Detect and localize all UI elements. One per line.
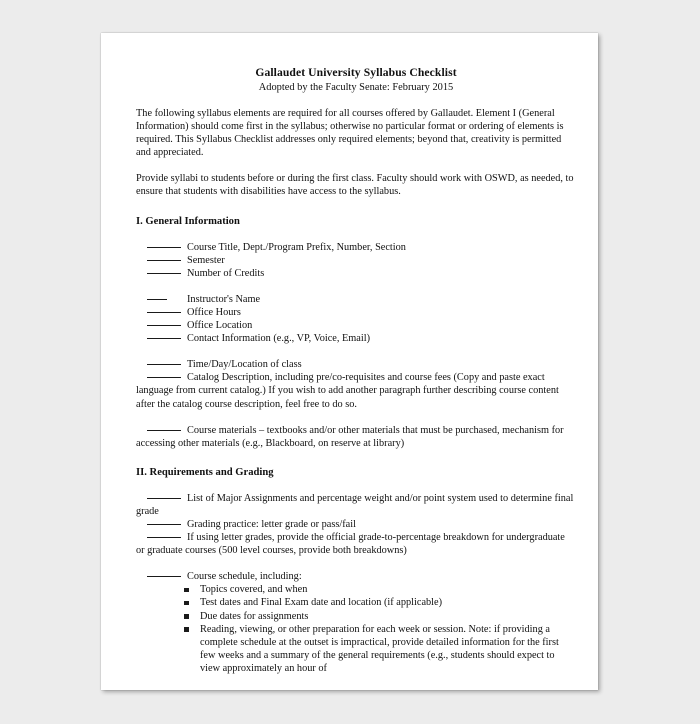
checklist-group	[136, 293, 576, 345]
checklist-item[interactable]	[136, 371, 576, 410]
square-bullet-icon	[184, 627, 189, 632]
checklist-item[interactable]	[136, 254, 576, 267]
checklist-item[interactable]	[136, 306, 576, 319]
checkbox-blank-line[interactable]	[147, 260, 181, 261]
checkbox-blank-line[interactable]	[147, 498, 181, 499]
bullet-list-item	[136, 583, 576, 596]
checklist-item[interactable]	[136, 241, 576, 254]
checklist-group	[136, 358, 576, 410]
checklist-item[interactable]	[136, 358, 576, 371]
checklist-item[interactable]	[136, 293, 576, 306]
checklist-group	[136, 241, 576, 280]
checkbox-blank-line[interactable]	[147, 325, 181, 326]
checklist-item-label: Course schedule, including:	[187, 571, 302, 583]
document-body	[136, 33, 576, 675]
checkbox-blank-line[interactable]	[147, 576, 181, 577]
checklist-item[interactable]	[136, 424, 576, 450]
checklist-group	[136, 492, 576, 557]
checklist-item-label: Time/Day/Location of class	[187, 359, 302, 371]
checkbox-blank-line[interactable]	[147, 247, 181, 248]
checklist-item-label: Course Title, Dept./Program Prefix, Number, Section	[187, 241, 406, 253]
section-heading: I. General Information	[136, 215, 240, 227]
section-heading: II. Requirements and Grading	[136, 466, 274, 478]
checklist-group	[136, 570, 576, 583]
checkbox-blank-line[interactable]	[147, 364, 181, 365]
bullet-item-label: Due dates for assignments	[200, 610, 309, 622]
square-bullet-icon	[184, 588, 189, 593]
checklist-item[interactable]	[136, 267, 576, 280]
bullet-list-item	[136, 623, 576, 675]
checklist-item-label: List of Major Assignments and percentage weight and/or point system used to determine final grade	[136, 492, 574, 517]
checklist-item-label: If using letter grades, provide the official grade-to-percentage breakdown for undergraduate or graduate courses (500 level courses, provide both breakdowns)	[136, 532, 565, 557]
checklist-item-label: Catalog Description, including pre/co-requisites and course fees (Copy and paste exact language from current catalog.) If you wish to add another paragraph further describing course content after the catalog course description, feel free to do so.	[136, 372, 559, 410]
checklist-item-label: Course materials – textbooks and/or other materials that must be purchased, mechanism for accessing other materials (e.g., Blackboard, on reserve at library)	[136, 424, 564, 449]
checkbox-blank-line[interactable]	[147, 430, 181, 431]
checklist-group	[136, 424, 576, 450]
square-bullet-icon	[184, 601, 189, 606]
bullet-list-item	[136, 596, 576, 609]
document-page	[101, 33, 598, 690]
checklist-item-label: Office Hours	[187, 306, 241, 318]
intro-paragraph-1: The following syllabus elements are required for all courses offered by Gallaudet. Element I (General Information) should come first in the syllabus; otherwise no particular format or ordering of elements is required. This Syllabus Checklist addresses only required elements; beyond that, creativity is permitted and appreciated.	[136, 108, 564, 159]
bullet-item-label: Topics covered, and when	[200, 584, 308, 596]
checklist-item[interactable]	[136, 492, 576, 518]
checkbox-blank-line[interactable]	[147, 299, 167, 300]
checkbox-blank-line[interactable]	[147, 377, 181, 378]
checklist-item-label: Grading practice: letter grade or pass/fail	[187, 518, 356, 530]
checklist-item[interactable]	[136, 319, 576, 332]
sections-container	[136, 215, 576, 675]
checkbox-blank-line[interactable]	[147, 524, 181, 525]
bullet-item-label: Test dates and Final Exam date and location (if applicable)	[200, 597, 443, 609]
checklist-item-label: Instructor's Name	[187, 293, 261, 305]
checkbox-blank-line[interactable]	[147, 273, 181, 274]
square-bullet-icon	[184, 614, 189, 619]
checklist-item-label: Number of Credits	[187, 267, 265, 279]
checkbox-blank-line[interactable]	[147, 537, 181, 538]
checklist-item[interactable]	[136, 518, 576, 531]
checklist-item[interactable]	[136, 570, 576, 583]
checkbox-blank-line[interactable]	[147, 338, 181, 339]
bullet-group	[136, 583, 576, 675]
bullet-item-label: Reading, viewing, or other preparation for each week or session. Note: if providing a complete schedule at the outset is impractical, provide detailed information for the first few weeks and a summary of the general requirements (e.g., students should expect to view approximately an hour of	[200, 623, 559, 674]
intro-paragraph-2: Provide syllabi to students before or during the first class. Faculty should work with OSWD, as needed, to ensure that students with disabilities have access to the syllabus.	[136, 173, 574, 198]
checklist-item[interactable]	[136, 332, 576, 345]
page-title: Gallaudet University Syllabus Checklist	[255, 66, 457, 79]
checkbox-blank-line[interactable]	[147, 312, 181, 313]
checklist-item[interactable]	[136, 531, 576, 557]
page-subtitle: Adopted by the Faculty Senate: February 2015	[258, 82, 454, 93]
bullet-list-item	[136, 610, 576, 623]
checklist-item-label: Office Location	[187, 320, 253, 332]
checklist-item-label: Semester	[187, 254, 225, 266]
checklist-item-label: Contact Information (e.g., VP, Voice, Email)	[187, 333, 371, 345]
